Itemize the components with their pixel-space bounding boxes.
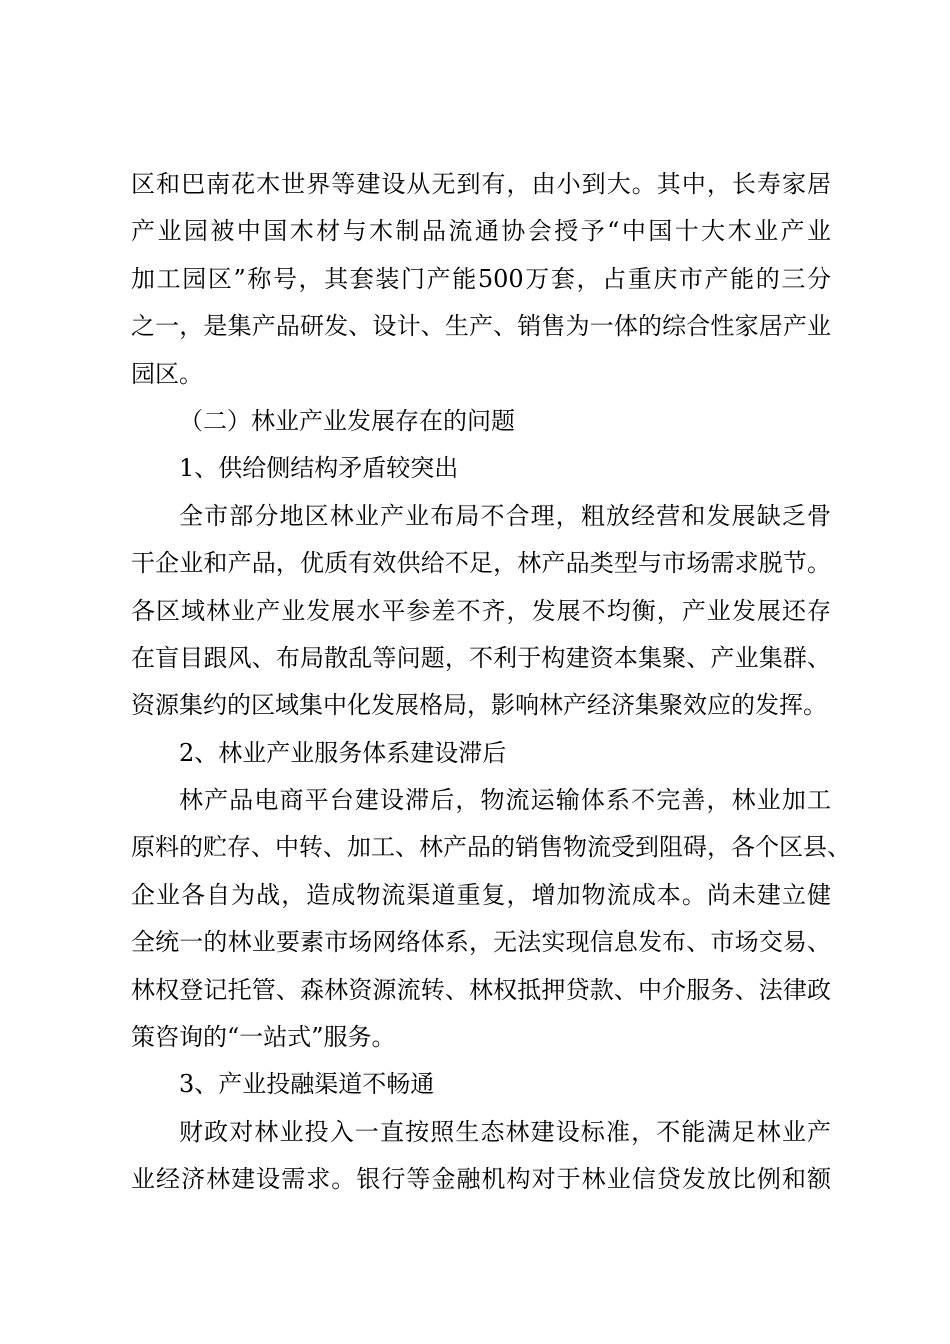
section-heading: （二）林业产业发展存在的问题 <box>179 406 515 435</box>
text-line: 全市部分地区林业产业布局不合理，粗放经营和发展缺乏骨 <box>179 501 831 530</box>
text-line: 全统一的林业要素市场网络体系，无法实现信息发布、市场交易、 <box>131 928 831 957</box>
document-page <box>131 161 851 1204</box>
text-line: 策咨询的“一站式”服务。 <box>131 1023 396 1052</box>
text-line: 资源集约的区域集中化发展格局，影响林产经济集聚效应的发挥。 <box>131 691 827 720</box>
subheading-2: 2、林业产业服务体系建设滞后 <box>179 738 507 767</box>
subheading-3: 3、产业投融渠道不畅通 <box>179 1070 435 1099</box>
paragraph-service-system <box>131 777 851 1061</box>
text-line: 业经济林建设需求。银行等金融机构对于林业信贷发放比例和额 <box>131 1165 831 1194</box>
text-line: 原料的贮存、中转、加工、林产品的销售物流受到阻碍，各个区县、 <box>131 833 851 862</box>
text-line: 财政对林业投入一直按照生态林建设标准，不能满足林业产 <box>179 1117 831 1146</box>
text-line: 各区域林业产业发展水平参差不齐，发展不均衡，产业发展还存 <box>131 596 831 625</box>
text-line: 干企业和产品，优质有效供给不足，林产品类型与市场需求脱节。 <box>131 549 831 578</box>
text-line: 企业各自为战，造成物流渠道重复，增加物流成本。尚未建立健 <box>131 880 831 909</box>
paragraph-continuation <box>131 161 831 398</box>
text-line: 林权登记托管、森林资源流转、林权抵押贷款、中介服务、法律政 <box>131 975 831 1004</box>
subheading-1: 1、供给侧结构矛盾较突出 <box>179 454 459 483</box>
text-line: 园区。 <box>131 359 203 388</box>
text-line: 林产品电商平台建设滞后，物流运输体系不完善，林业加工 <box>179 786 831 815</box>
text-line: 加工园区”称号，其套装门产能500万套，占重庆市产能的三分 <box>131 264 831 293</box>
text-line: 产业园被中国木材与木制品流通协会授予“中国十大木业产业 <box>131 217 831 246</box>
text-line: 在盲目跟风、布局散乱等问题，不利于构建资本集聚、产业集群、 <box>131 643 831 672</box>
paragraph-financing <box>131 1109 831 1204</box>
text-line: 区和巴南花木世界等建设从无到有，由小到大。其中，长寿家居 <box>131 170 831 198</box>
text-line: 之一，是集产品研发、设计、生产、销售为一体的综合性家居产业 <box>131 312 831 341</box>
paragraph-supply-side <box>131 493 831 730</box>
